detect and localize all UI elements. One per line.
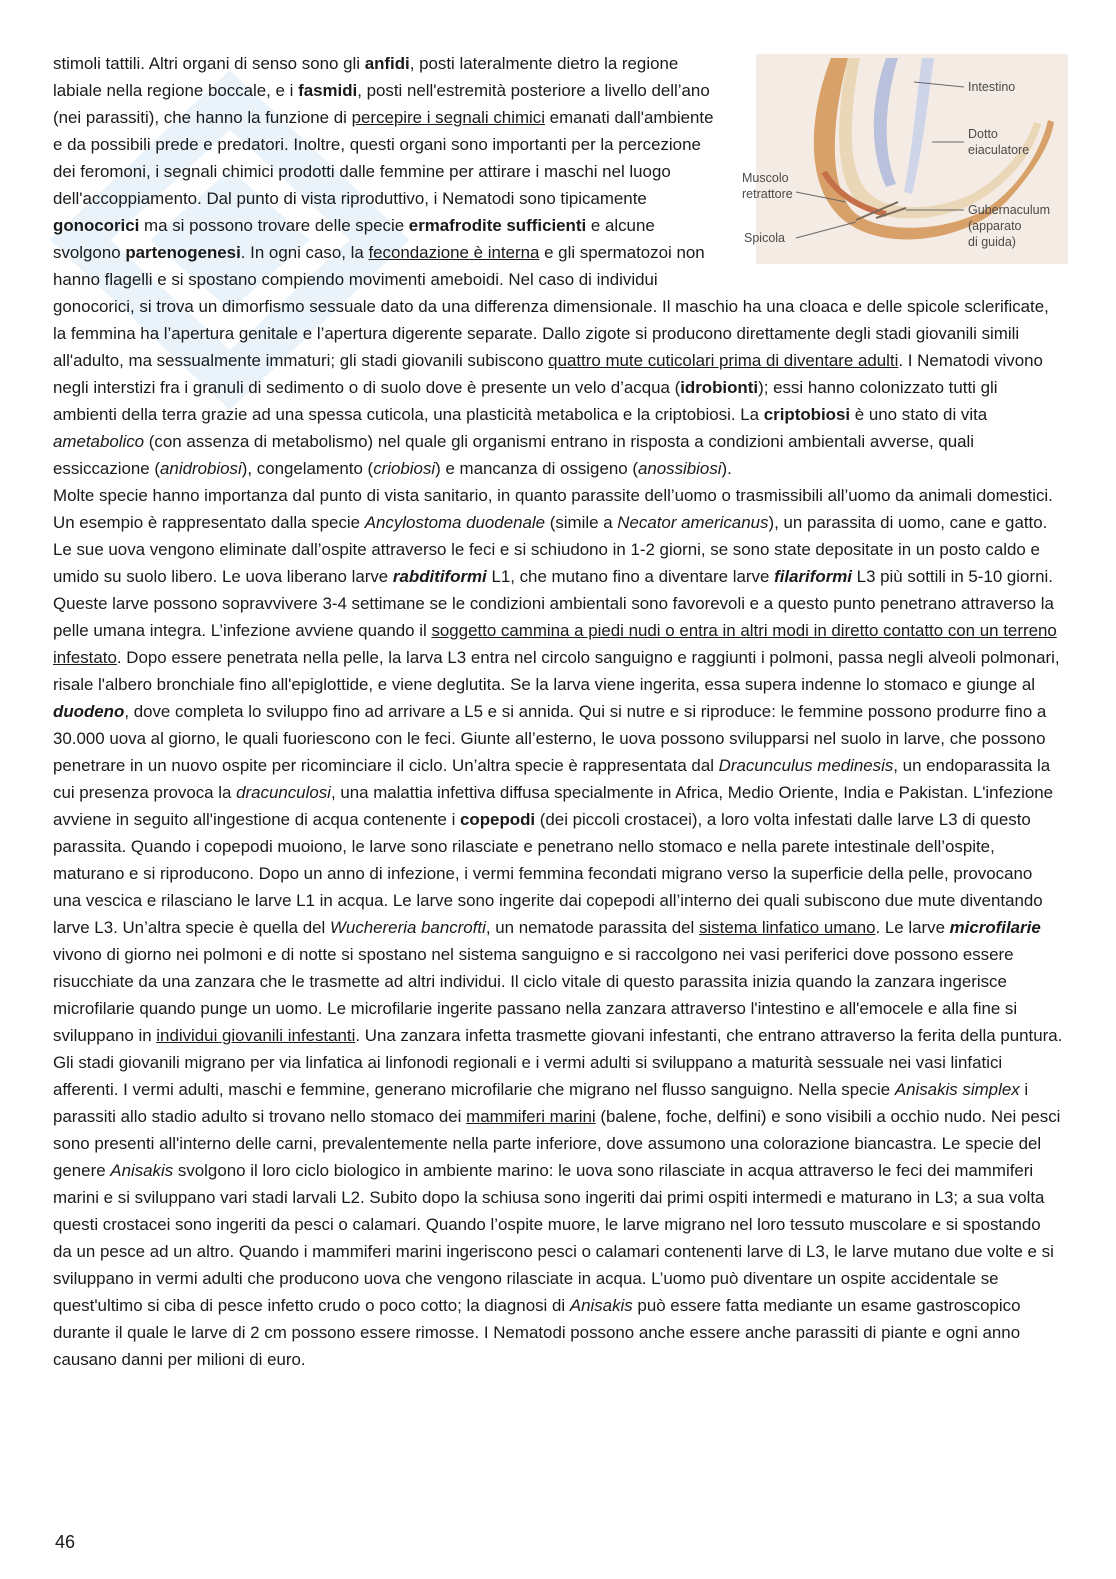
label-muscolo-retrattore: Muscolo retrattore: [742, 171, 793, 201]
label-intestino: Intestino: [968, 80, 1016, 94]
figure-nematode-male-tail: [736, 52, 1071, 265]
paragraph-2: Molte specie hanno importanza dal punto di vista sanitario, in quanto parassite dell’uomo o trasmissibili all’uomo da animali domestici. Un esempio è rappresentato dalla specie Ancylostoma duodenale (simile a Necator americanus), un parassita di uomo, cane e gatto. Le sue uova vengono eliminate dall’ospite attraverso le feci e si schiudono in 1-2 giorni, se sono state depositate in un posto caldo e umido su suolo libero. Le uova liberano larve rabditiformi L1, che mutano fino a diventare larve filariformi L3 più sottili in 5-10 giorni. Queste larve possono sopravvivere 3-4 settimane se le condizioni ambientali sono favorevoli e a questo punto penetrano attraverso la pelle umana integra. L’infezione avviene quando il soggetto cammina a piedi nudi o entra in altri modi in diretto contatto con un terreno infestato. Dopo essere penetrata nella pelle, la larva L3 entra nel circolo sanguigno e raggiunti i polmoni, passa negli alveoli polmonari, risale l'albero bronchiale fino all'epiglottide, e viene deglutita. Se la larva viene ingerita, essa supera indenne lo stomaco e giunge al duodeno, dove completa lo sviluppo fino ad arrivare a L5 e si annida. Qui si nutre e si riproduce: le femmine possono produrre fino a 30.000 uova al giorno, le quali fuoriescono con le feci. Giunte all’esterno, le uova possono svilupparsi nel suolo in larve, che possono penetrare in un nuovo ospite per ricominciare il ciclo. Un’altra specie è rappresentata dal Dracunculus medinesis, un endoparassita la cui presenza provoca la dracunculosi, una malattia infettiva diffusa specialmente in Africa, Medio Oriente, India e Pakistan. L'infezione avviene in seguito all'ingestione di acqua contenente i copepodi (dei piccoli crostacei), a loro volta infestati dalle larve L3 di questo parassita. Quando i copepodi muoiono, le larve sono rilasciate e penetrano nello stomaco e nella parete intestinale dell’ospite, maturano e si riproducono. Dopo un anno di infezione, i vermi femmina fecondati migrano verso la superficie della pelle, provocano una vescica e rilasciano le larve L1 in acqua. Le larve sono ingerite dai copepodi all’interno dei quali subiscono due mute diventando larve L3. Un’altra specie è quella del Wuchereria bancrofti, un nematode parassita del sistema linfatico umano. Le larve microfilarie vivono di giorno nei polmoni e di notte si spostano nel sistema sanguigno e si raccolgono nei vasi periferici dove possono essere risucchiate da una zanzara che le trasmette ad altri individui. Il ciclo vitale di questo parassita inizia quando la zanzara ingerisce microfilarie quando punge un uomo. Le microfilarie ingerite passano nella zanzara attraverso l'intestino e all'emocele e alla fine si sviluppano in individui giovanili infestanti. Una zanzara infetta trasmette giovani infestanti, che entrano attraverso la ferita della puntura. Gli stadi giovanili migrano per via linfatica ai linfonodi regionali e i vermi adulti si sviluppano a maturità sessuale nei vasi linfatici afferenti. I vermi adulti, maschi e femmine, generano microfilarie che migrano nel flusso sanguigno. Nella specie Anisakis simplex i parassiti allo stadio adulto si trovano nello stomaco dei mammiferi marini (balene, foche, delfini) e sono visibili a occhio nudo. Nei pesci sono presenti all'interno delle carni, prevalentemente nella parte inferiore, dove assumono una colorazione biancastra. Le specie del genere Anisakis svolgono il loro ciclo biologico in ambiente marino: le uova sono rilasciate in acqua attraverso le feci dei mammiferi marini e si sviluppano vari stadi larvali L2. Subito dopo la schiusa sono ingeriti dai primi ospiti intermedi e maturano in L3; a sua volta questi crostacei sono ingeriti da pesci o calamari. Quando l’ospite muore, le larve migrano nel loro tessuto muscolare e si spostando da un pesce ad un altro. Quando i mammiferi marini ingeriscono pesci o calamari contenenti larve di L3, le larve mutano due volte e si sviluppano in vermi adulti che producono uova che vengono rilasciate in acqua. L’uomo può diventare un ospite accidentale se quest'ultimo si ciba di pesce infetto crudo o poco cotto; la diagnosi di Anisakis può essere fatta mediante un esame gastroscopico durante il quale le larve di 2 cm possono essere rimosse. I Nematodi possono anche essere anche parassiti di piante e ogni anno causano danni per milioni di euro.: [53, 486, 1063, 1369]
label-spicola: Spicola: [744, 231, 785, 245]
page-number: 46: [55, 1532, 76, 1552]
label-dotto-eiaculatore: Dotto eiaculatore: [968, 127, 1030, 157]
paragraph-1: stimoli tattili. Altri organi di senso sono gli anfidi, posti lateralmente dietro la regione labiale nella regione boccale, e i fasmidi, posti nell'estremità posteriore a livello dell’ano (nei parassiti), che hanno la funzione di percepire i segnali chimici emanati dall'ambiente e da possibili prede e predatori. Inoltre, questi organi sono importanti per la percezione dei feromoni, i segnali chimici prodotti dalle femmine per attirare i maschi nel luogo dell'accoppiamento. Dal punto di vista riproduttivo, i Nematodi sono tipicamente gonocorici ma si possono trovare delle specie ermafrodite sufficienti e alcune svolgono partenogenesi. In ogni caso, la fecondazione è interna e gli spermatozoi non hanno flagelli e si spostano compiendo movimenti ameboidi. Nel caso di individui gonocorici, si trova un dimorfismo sessuale dato da una differenza dimensionale. Il maschio ha una cloaca e delle spicole sclerificate, la femmina ha l’apertura genitale e l’apertura digerente separate. Dallo zigote si producono direttamente degli stadi giovanili simili all'adulto, ma sessualmente immaturi; gli stadi giovanili subiscono quattro mute cuticolari prima di diventare adulti. I Nematodi vivono negli interstizi fra i granuli di sedimento o di suolo dove è presente un velo d’acqua (idrobionti); essi hanno colonizzato tutti gli ambienti della terra grazie ad una spessa cuticola, una plasticità metabolica e la criptobiosi. La criptobiosi è uno stato di vita ametabolico (con assenza di metabolismo) nel quale gli organismi entrano in risposta a condizioni ambientali avverse, quali essiccazione (anidrobiosi), congelamento (criobiosi) e mancanza di ossigeno (anossibiosi).: [53, 54, 1049, 478]
label-gubernaculum: Gubernaculum (apparato di guida): [968, 203, 1050, 249]
document-page: [53, 50, 1063, 1373]
